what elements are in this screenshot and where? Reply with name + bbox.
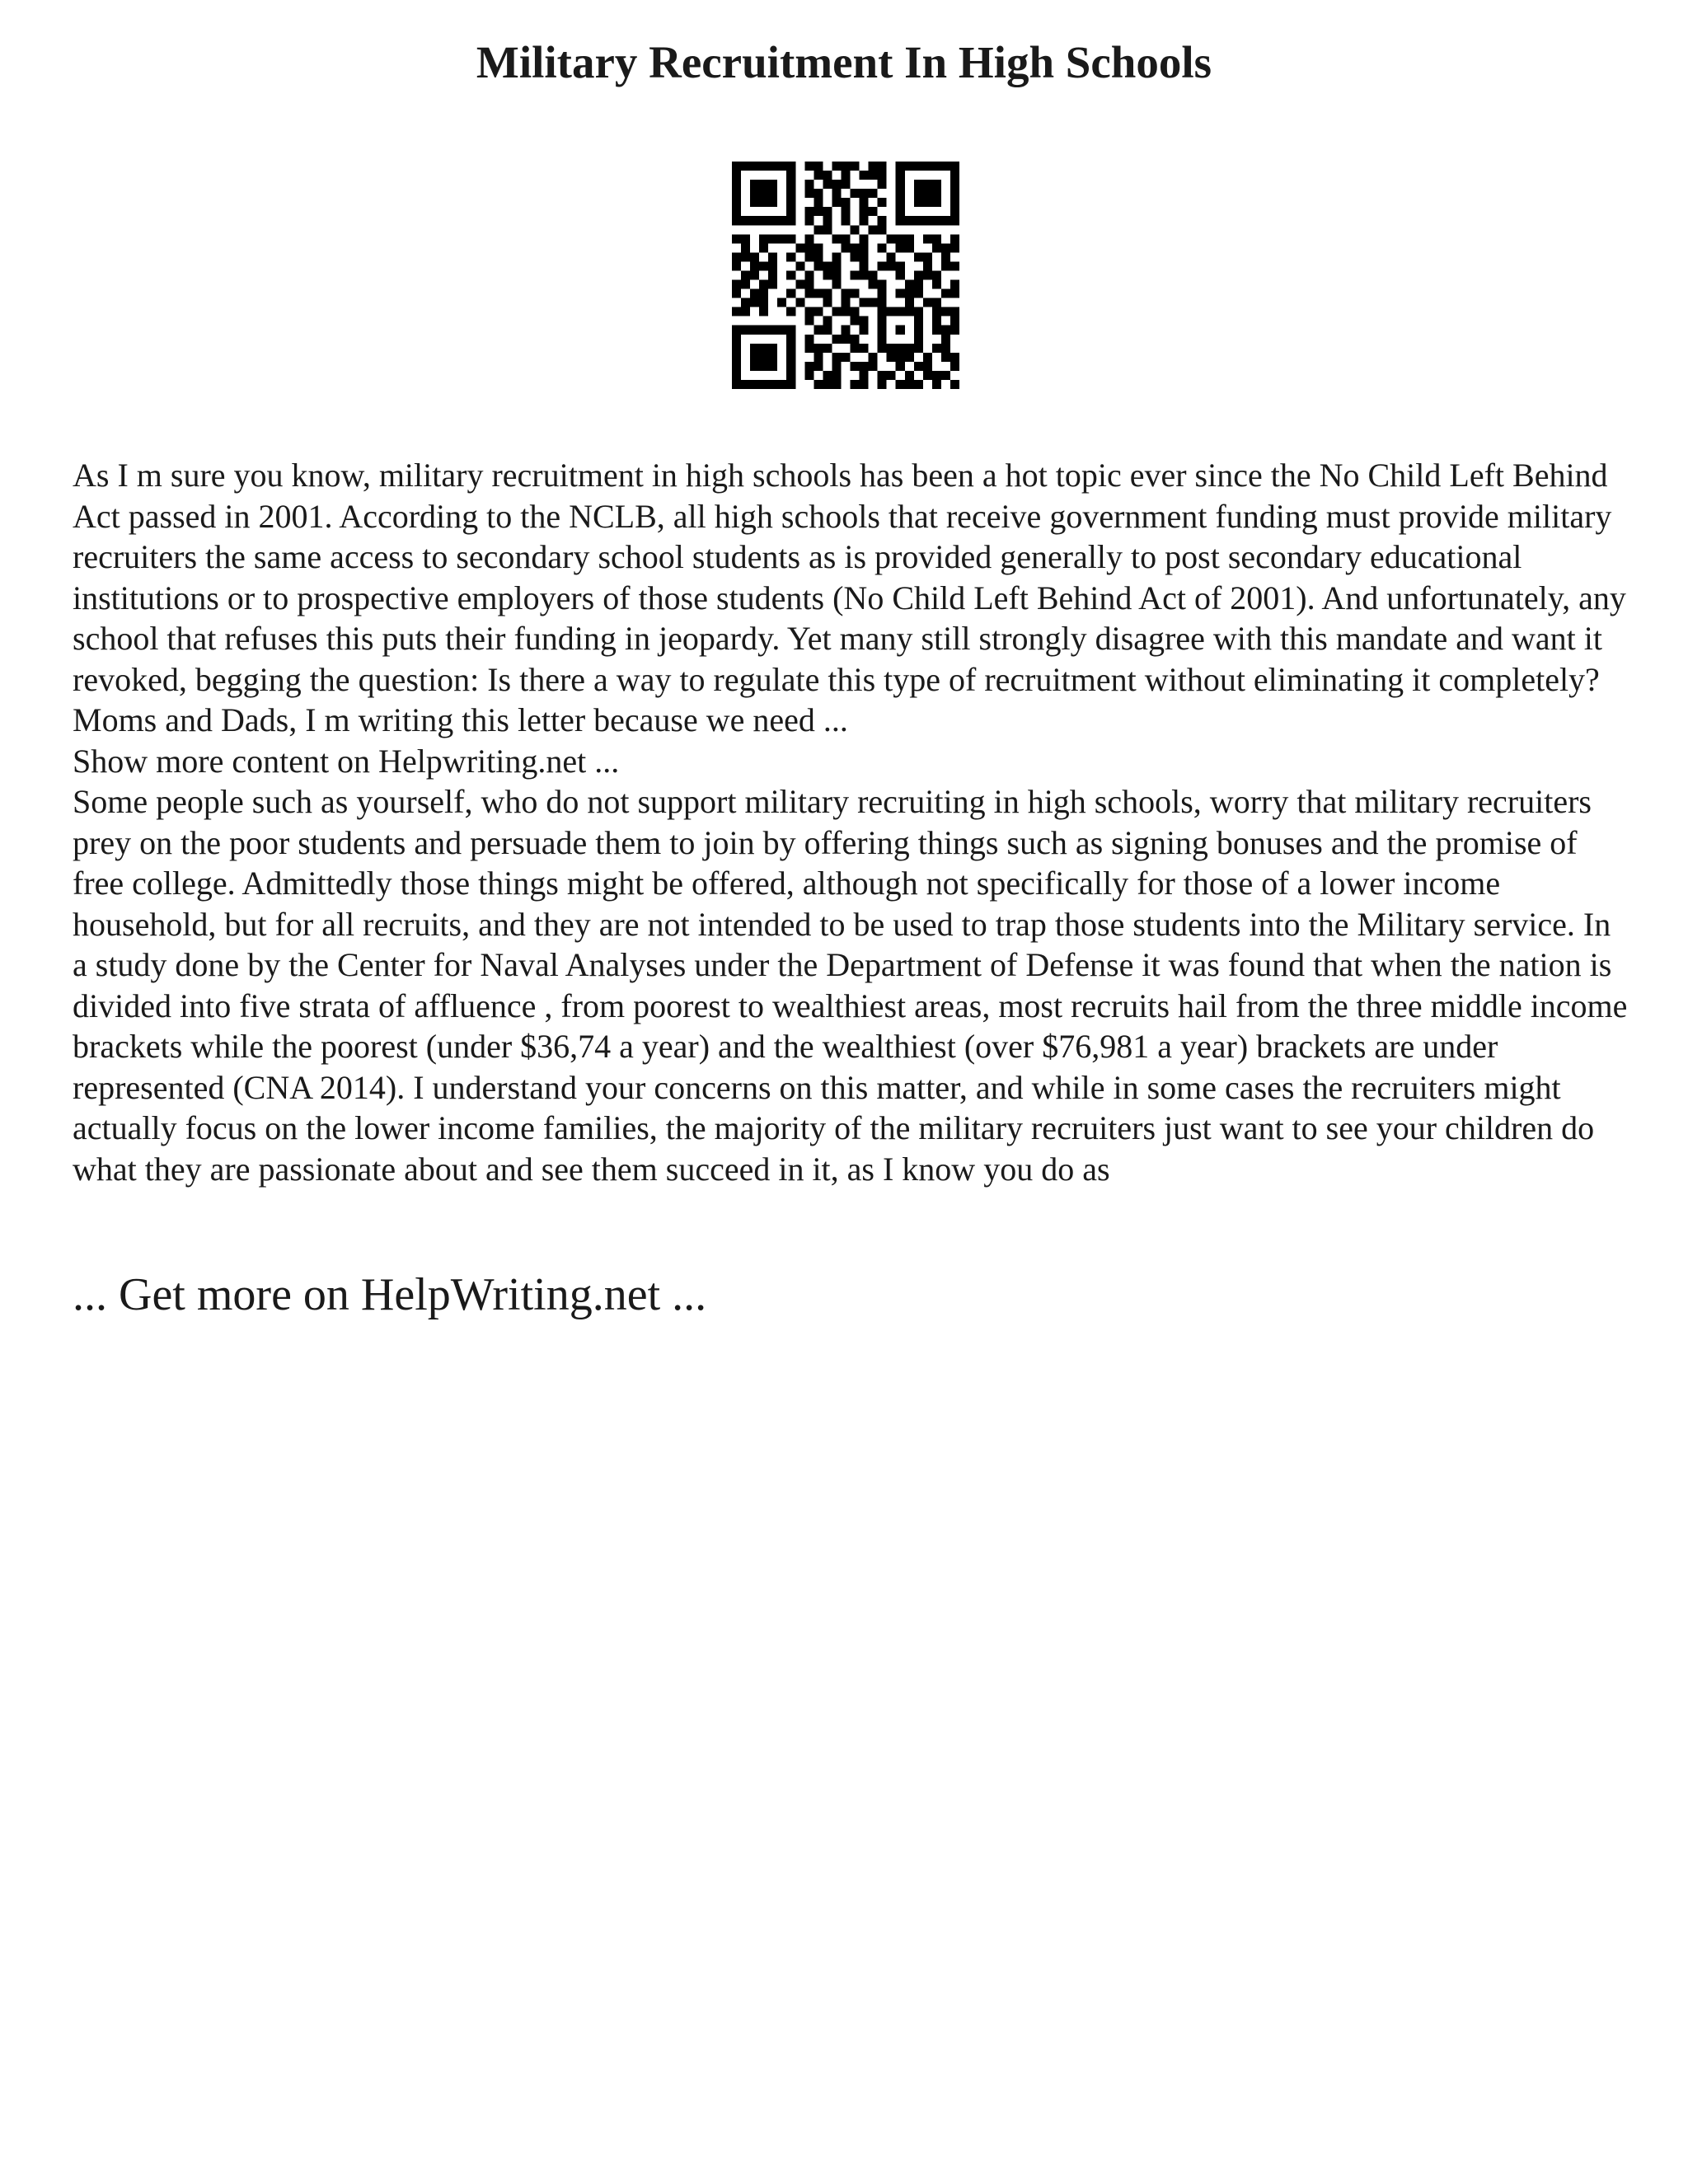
show-more-link[interactable]: Show more content on Helpwriting.net ... [73,742,620,780]
body-paragraph-2: Some people such as yourself, who do not support military recruiting in high schools, worry that military recruiters prey on the poor students and persuade them to join by offering things such as signing bonuses and the promise of free college. Admittedly those things might be offered, although not specifically for those of a lower income household, but for all recruits, and they are not intended to be used to trap those students into the Military service. In a study done by the Center for Naval Analyses under the Department of Defense it was found that when the nation is divided into five strata of affluence , from poorest to wealthiest areas, most recruits hail from the three middle income brackets while the poorest (under $36,74 a year) and the wealthiest (over $76,981 a year) brackets are under represented (CNA 2014). I understand your concerns on this matter, and while in some cases the recruiters might actually focus on the lower income families, the majority of the military recruiters just want to see your children do what they are passionate about and see them succeed in it, as I know you do as [73,783,1628,1188]
document-title: Military Recruitment In High Schools [476,37,1212,87]
get-more-link[interactable]: ... Get more on HelpWriting.net ... [73,1269,707,1320]
body-paragraph-1: As I m sure you know, military recruitment in high schools has been a hot topic ever since the No Child Left Behind Act passed in 2001. According to the NCLB, all high schools that receive government funding must provide military recruiters the same access to secondary school students as is provided generally to post secondary educational institutions or to prospective employers of those students (No Child Left Behind Act of 2001). And unfortunately, any school that refuses this puts their funding in jeopardy. Yet many still strongly disagree with this mandate and want it revoked, begging the question: Is there a way to regulate this type of recruitment without eliminating it completely? Moms and Dads, I m writing this letter because we need ... [73,457,1626,738]
document-body [73,455,1632,1189]
qr-code-icon [732,162,959,389]
